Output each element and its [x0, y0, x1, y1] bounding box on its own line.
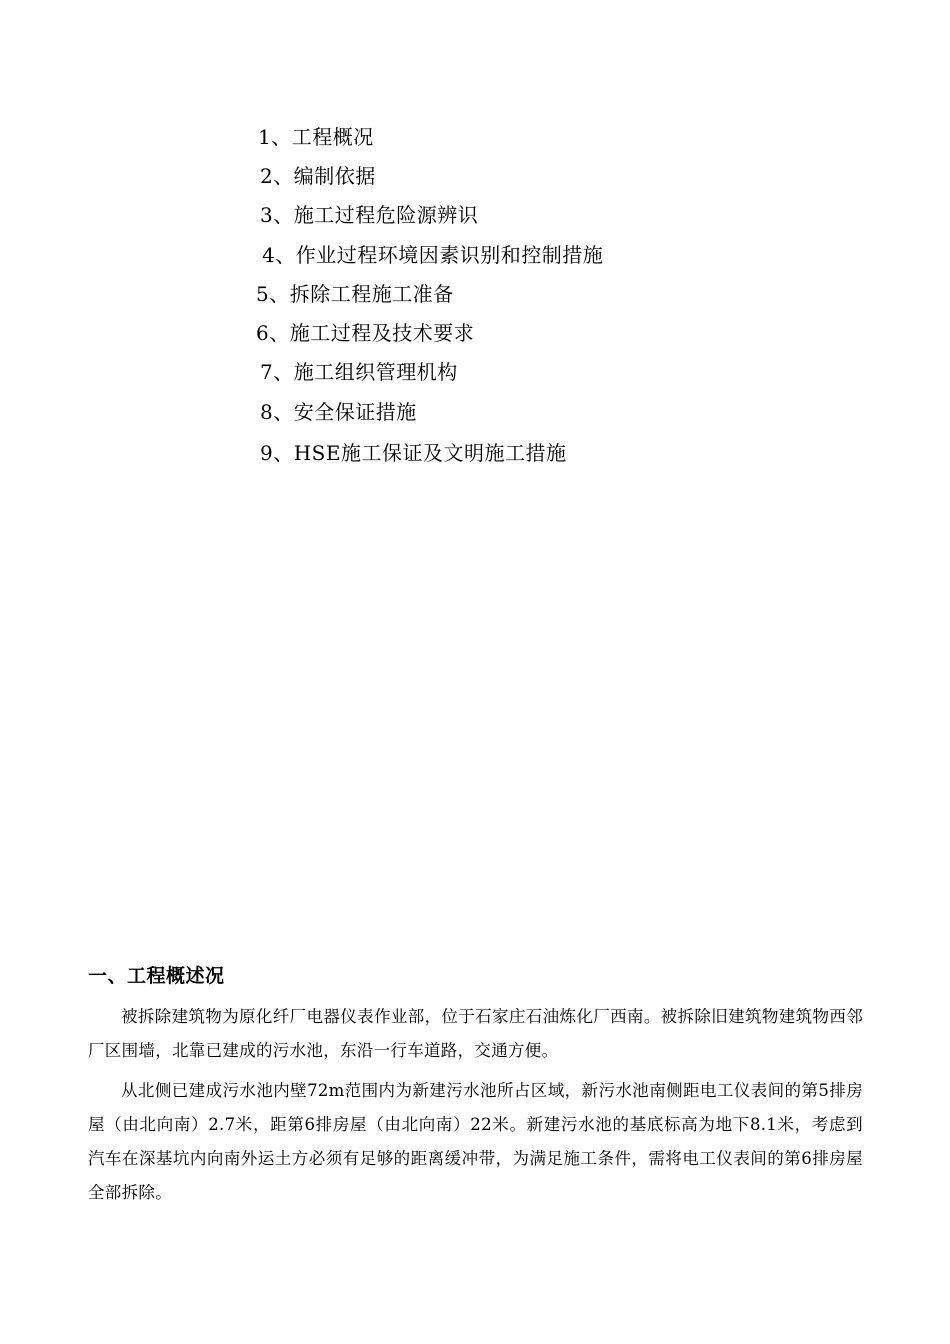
- paragraph: 被拆除建筑物为原化纤厂电器仪表作业部，位于石家庄石油炼化厂西南。被拆除旧建筑物建筑物西邻厂区围墙，北靠已建成的污水池，东沿一行车道路，交通方便。: [88, 1007, 863, 1060]
- toc-item: 4、作业过程环境因素识别和控制措施: [262, 243, 604, 267]
- toc-item: 1、工程概况: [258, 125, 374, 149]
- toc-item: 7、施工组织管理机构: [260, 360, 458, 384]
- section-project-overview: [88, 962, 863, 1216]
- toc-item: 3、施工过程危险源辨识: [260, 203, 479, 227]
- toc-item: 8、安全保证措施: [260, 400, 417, 424]
- section-heading: 一、工程概述况: [88, 965, 225, 987]
- toc-item: 9、HSE施工保证及文明施工措施: [260, 441, 567, 465]
- toc-item: 6、施工过程及技术要求: [256, 321, 475, 345]
- paragraph: 从北侧已建成污水池内壁72m范围内为新建污水池所占区域，新污水池南侧距电工仪表间的第5排房屋（由北向南）2.7米，距第6排房屋（由北向南）22米。新建污水池的基底标高为地下8.1米，考虑到汽车在深基坑内向南外运土方必须有足够的距离缓冲带，为满足施工条件，需将电工仪表间的第6排房屋全部拆除。: [88, 1081, 863, 1202]
- toc-item: 5、拆除工程施工准备: [256, 282, 454, 306]
- toc-item: 2、编制依据: [260, 164, 376, 188]
